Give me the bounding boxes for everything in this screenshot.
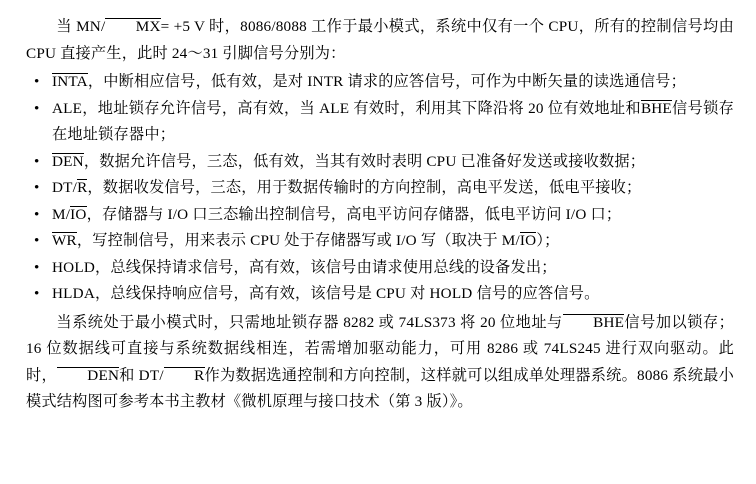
bullet-dot-icon: • — [34, 152, 40, 170]
r-overline-label-2: R — [164, 367, 205, 384]
bullet-dot-icon: • — [34, 232, 40, 249]
list-item-wr-text-end: ）； — [536, 232, 560, 249]
list-item-hlda — [26, 281, 734, 308]
list-item-wr-text: ，写控制信号，用来表示 CPU 处于存储器写或 I/O 写（取决于 M/ — [76, 232, 520, 249]
closing-paragraph — [26, 310, 734, 416]
bullet-dot-icon: • — [34, 285, 40, 302]
list-item-den-text: ，数据允许信号，三态，低有效，当其有效时表明 CPU 已准备好发送或接收数据； — [83, 152, 646, 170]
list-item-hold-text: HOLD，总线保持请求信号，高有效，该信号由请求使用总线的设备发出； — [52, 258, 557, 276]
list-item-hold — [26, 255, 734, 282]
r-overline-label: R — [77, 179, 88, 196]
den-overline-label: DEN — [52, 152, 84, 170]
closing-segment-3: 和 DT/ — [119, 366, 164, 384]
list-item-inta-text: ，中断相应信号，低有效，是对 INTR 请求的应答信号，可作为中断矢量的读选通信号； — [87, 73, 687, 90]
io-overline-label-2: IO — [519, 232, 537, 249]
list-item-ale — [26, 96, 734, 149]
list-item-dt-r — [26, 175, 734, 202]
bullet-dot-icon: • — [34, 179, 40, 196]
list-item-wr — [26, 228, 734, 255]
list-item-m-io-text-after: ，存储器与 I/O 口三态输出控制信号，高电平访问存储器，低电平访问 I/O 口； — [86, 205, 622, 223]
bullet-dot-icon: • — [34, 258, 40, 276]
intro-paragraph — [26, 14, 734, 67]
list-item-dt-r-text-after: ，数据收发信号，三态，用于数据传输时的方向控制，高电平发送，低电平接收； — [87, 179, 642, 196]
bhe-overline-label-2: BHE — [563, 314, 624, 331]
intro-segment-1: 当 MN/ — [56, 18, 106, 35]
list-item-m-io — [26, 202, 734, 229]
intro-segment-2: = +5 V 时，8086/8088 工作于最小模式，系统中仅有一个 CPU，所有的控制信号均由 CPU 直接产生，此时 24～31 引脚信号分别为： — [26, 18, 734, 62]
list-item-m-io-text-before: M/ — [52, 205, 71, 223]
closing-segment-4: 作为数据选通控制和方向控制，这样就可以组成单处理器系统。8086 系统最小模式结构图可参考本书主教材《微机原理与接口技术（第 3 版）》。 — [26, 366, 735, 410]
bullet-dot-icon: • — [34, 73, 40, 90]
den-overline-label-2: DEN — [57, 367, 119, 384]
bullet-dot-icon: • — [34, 205, 40, 223]
list-item-hlda-text: HLDA，总线保持响应信号，高有效，该信号是 CPU 对 HOLD 信号的应答信号。 — [52, 285, 600, 302]
bullet-dot-icon: • — [34, 99, 40, 117]
inta-overline-label: INTA — [52, 73, 88, 90]
list-item-ale-text-before: ALE，地址锁存允许信号，高有效，当 ALE 有效时，利用其下降沿将 20 位有效地址和 — [52, 99, 641, 117]
list-item-dt-r-text-before: DT/ — [52, 179, 78, 196]
list-item-den — [26, 149, 734, 176]
list-item-inta — [26, 69, 734, 96]
mx-overline-label: MX — [105, 18, 160, 35]
bhe-overline-label: BHE — [640, 99, 672, 117]
wr-overline-label: WR — [52, 232, 77, 249]
closing-segment-1: 当系统处于最小模式时，只需地址锁存器 8282 或 74LS373 将 20 位地址与 — [56, 313, 563, 331]
io-overline-label: IO — [70, 205, 87, 223]
signal-list — [26, 69, 734, 308]
closing-segment-2: 信号加以锁存；16 位数据线可直接与系统数据线相连，若需增加驱动能力，可用 8286 或 74LS245 进行双向驱动。此时， — [26, 313, 734, 384]
list-item-ale-text-after: 信号锁存在地址锁存器中； — [52, 99, 734, 143]
